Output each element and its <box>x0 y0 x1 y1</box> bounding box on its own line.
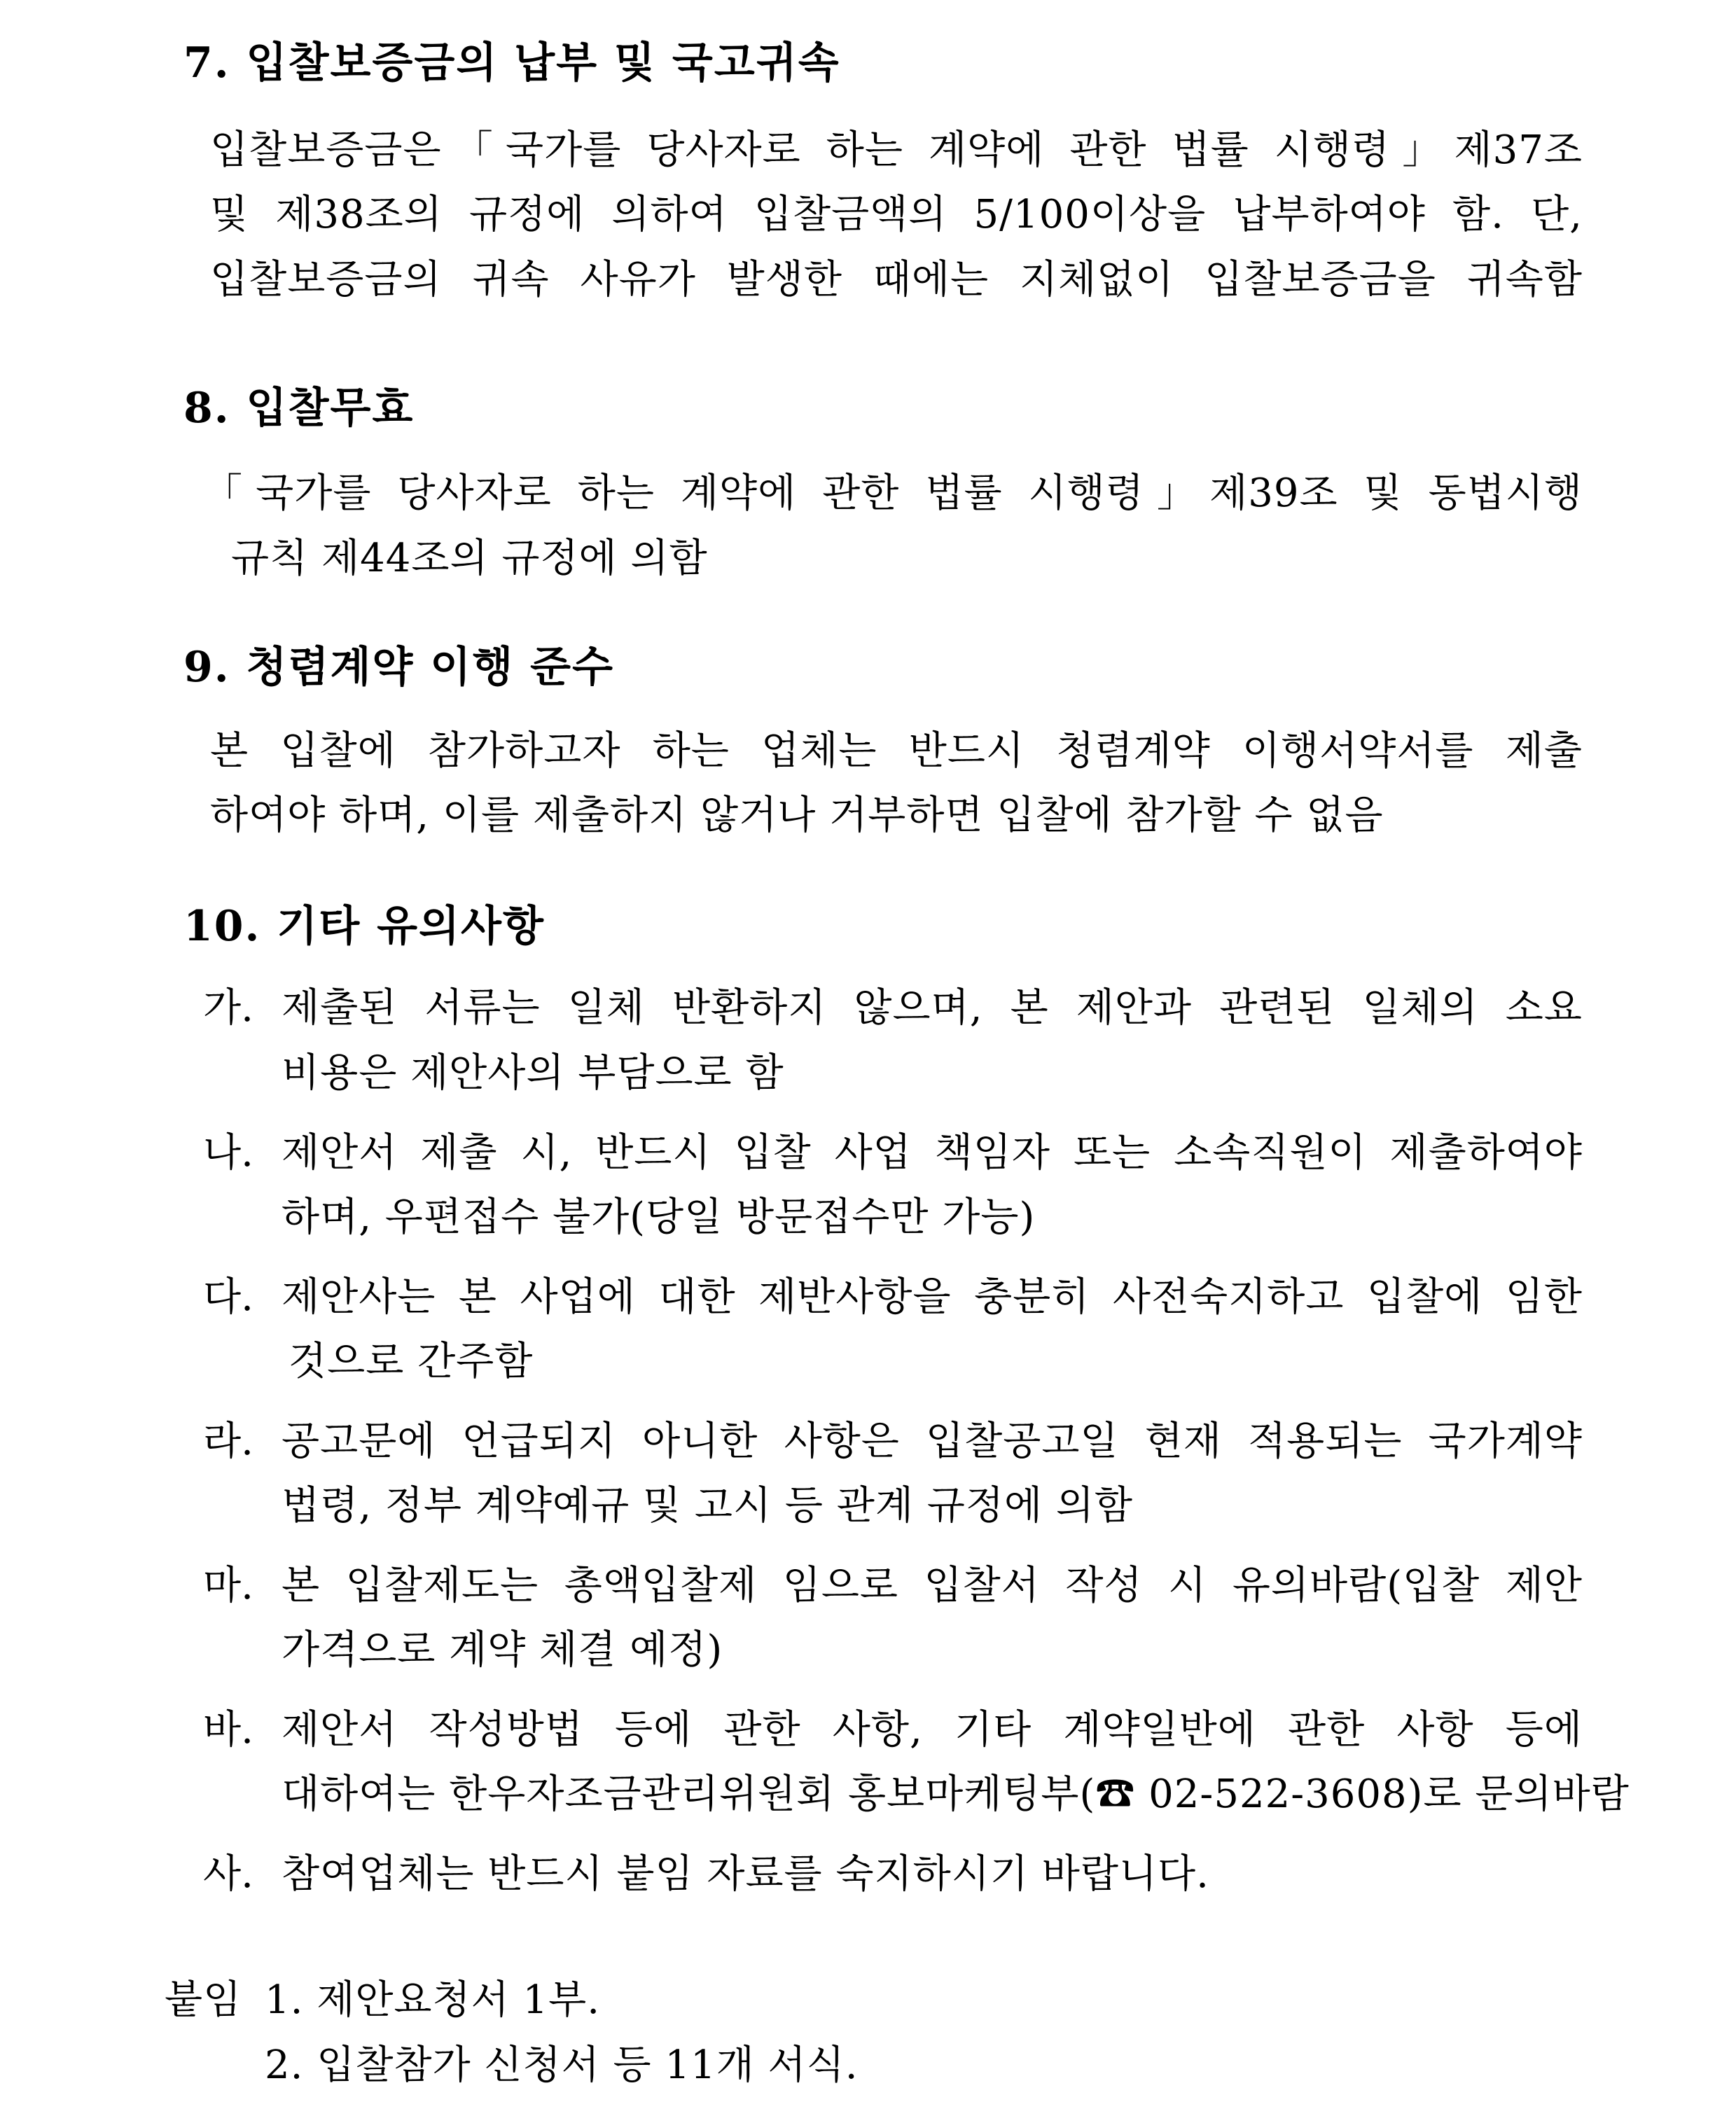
item-na-line-1: 제안서 제출 시, 반드시 입찰 사업 책임자 또는 소속직원이 제출하여야 <box>282 1130 1583 1176</box>
item-sa-line-1: 참여업체는 반드시 붙임 자료를 숙지하시기 바랍니다. <box>282 1851 1209 1897</box>
item-ga-marker: 가. <box>203 985 254 1031</box>
item-ga-line-2: 비용은 제안사의 부담으로 함 <box>282 1050 784 1096</box>
item-ra-line-2: 법령, 정부 계약예규 및 고시 등 관계 규정에 의함 <box>282 1483 1134 1529</box>
section-8-line-2: 규칙 제44조의 규정에 의함 <box>231 536 708 581</box>
section-10-heading: 10. 기타 유의사항 <box>183 902 545 951</box>
item-ba-line-1: 제안서 작성방법 등에 관한 사항, 기타 계약일반에 관한 사항 등에 <box>282 1707 1583 1753</box>
section-9-heading: 9. 청렴계약 이행 준수 <box>183 643 614 692</box>
item-da-marker: 다. <box>203 1274 254 1320</box>
section-7-line-2: 및 제38조의 규정에 의하여 입찰금액의 5/100이상을 납부하여야 함. 단, <box>210 192 1583 237</box>
section-8-line-1: 「국가를 당사자로 하는 계약에 관한 법률 시행령」제39조 및 동법시행 <box>203 471 1583 516</box>
item-ga-line-1: 제출된 서류는 일체 반환하지 않으며, 본 제안과 관련된 일체의 소요 <box>282 985 1583 1031</box>
section-7-heading: 7. 입찰보증금의 납부 및 국고귀속 <box>183 39 840 88</box>
item-ma-line-1: 본 입찰제도는 총액입찰제 임으로 입찰서 작성 시 유의바람(입찰 제안 <box>282 1563 1583 1608</box>
section-9-line-2: 하여야 하며, 이를 제출하지 않거나 거부하면 입찰에 참가할 수 없음 <box>210 793 1384 838</box>
section-8-heading: 8. 입찰무효 <box>183 384 415 433</box>
attachment-item-2: 2. 입찰참가 신청서 등 11개 서식. <box>265 2042 859 2088</box>
item-na-marker: 나. <box>203 1130 254 1176</box>
section-7-line-1: 입찰보증금은「국가를 당사자로 하는 계약에 관한 법률 시행령」제37조 <box>210 127 1583 173</box>
item-sa-marker: 사. <box>203 1851 254 1897</box>
item-da-line-1: 제안사는 본 사업에 대한 제반사항을 충분히 사전숙지하고 입찰에 임한 <box>282 1274 1583 1320</box>
item-da-line-2: 것으로 간주함 <box>289 1339 534 1384</box>
item-ma-line-2: 가격으로 계약 체결 예정) <box>282 1627 723 1673</box>
attachment-item-1: 1. 제안요청서 1부. <box>265 1977 601 2023</box>
item-ra-marker: 라. <box>203 1419 254 1464</box>
item-ba-line-2: 대하여는 한우자조금관리위원회 홍보마케팅부(☎ 02-522-3608)로 문의바람 <box>282 1772 1630 1817</box>
item-ba-marker: 바. <box>203 1707 254 1753</box>
section-9-line-1: 본 입찰에 참가하고자 하는 업체는 반드시 청렴계약 이행서약서를 제출 <box>210 728 1583 774</box>
section-7-line-3: 입찰보증금의 귀속 사유가 발생한 때에는 지체없이 입찰보증금을 귀속함 <box>210 257 1583 302</box>
attachments-label: 붙임 <box>165 1977 242 2023</box>
item-na-line-2: 하며, 우편접수 불가(당일 방문접수만 가능) <box>282 1195 1036 1240</box>
item-ra-line-1: 공고문에 언급되지 아니한 사항은 입찰공고일 현재 적용되는 국가계약 <box>282 1419 1583 1464</box>
item-ma-marker: 마. <box>203 1563 254 1608</box>
